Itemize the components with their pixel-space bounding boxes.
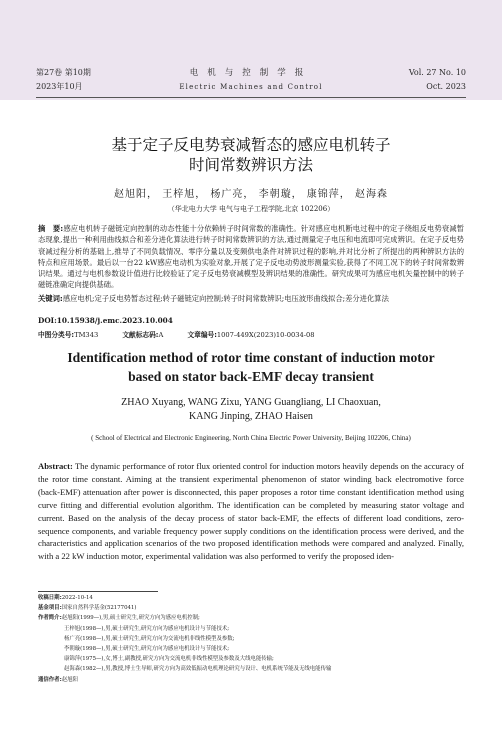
journal-header	[0, 0, 502, 100]
corresponding-line	[38, 675, 478, 685]
doc-code-value: A	[158, 331, 164, 339]
volume-en: Vol. 27 No. 10	[408, 68, 466, 77]
class-value: TM343	[74, 331, 99, 339]
title-cn-line-1: 基于定子反电势衰减暂态的感应电机转子	[111, 136, 391, 154]
authors-en	[0, 396, 502, 424]
fund-text: 国家自然科学基金(52177041)	[61, 605, 137, 612]
affiliation-en: ( School of Electrical and Electronic Engineering, North China Electric Power University, Beijing 102206, China)	[91, 434, 411, 442]
date-cn: 2023年10月	[36, 82, 83, 91]
title-en-line-2: based on stator back-EMF decay transient	[128, 369, 374, 384]
abstract-en-label: Abstract:	[38, 461, 73, 471]
keywords-cn	[38, 293, 464, 304]
bio-line: 康锦萍(1975—),女,博士,副教授,研究方向为交流电机非线性模型及参数及大线电能传输;	[64, 656, 274, 663]
doc-code-label: 文献标志码:	[122, 331, 159, 339]
abstract-cn-text: 感应电机转子磁链定向控制的动态性能十分依赖转子时间常数的准确性。针对感应电机断电过程中的定子绕组反电势衰减暂态现象,提出一种利用曲线拟合和差分进化算法进行转子时间常数辨识的方法,通过测量定子电压和电流即可完成辨识。在定子反电势衰减过程分析的基础上,推导了不同负载情况、零序分量以及变频供电条件对辨识过程的影响,并对比分析了所提出的两种辨识方法的特点和应用场景。最后以一台22 kW感应电动机为实验对象,开展了定子反电动势波形测量实验,获得了不同工况下的转子时间常数辨识结果。通过与电机参数设计值进行比较验证了定子反电势衰减模型及辨识结果的准确性。研究成果可为感应电机矢量控制中的转子磁链准确定向提供基础。	[38, 224, 464, 290]
authors-cn: 赵旭阳， 王梓旭， 杨广亮， 李朝璇， 康锦萍， 赵海森	[114, 189, 388, 200]
abstract-en	[38, 460, 464, 563]
abstract-cn-label: 摘 要:	[38, 224, 64, 233]
abstract-en-text: The dynamic performance of rotor flux oriented control for induction motors heavily depends on the accuracy of the rotor time constant. Aiming at the transient experimental phenomenon of stator winding back electromotive force (back-EMF) attenuation after power is disconnected, this paper proposes a rotor time constant identification method using curve fitting and differential evolution algorithm. The identification can be completed by measuring stator voltage and current. Based on the analysis of the decay process of stator back-EMF, the effects of different load conditions, zero-sequence components, and variable frequency power supply conditions on the identification process were derived, and the characteristics and application scenarios of the two proposed identification methods were compared and analyzed. Finally, with a 22 kW induction motor, experimental validation was also performed to verify the proposed iden-	[38, 461, 464, 562]
abstract-cn	[38, 223, 464, 291]
received-date: 2022-10-14	[61, 595, 93, 601]
footnotes	[38, 593, 478, 685]
title-en-line-1: Identification method of rotor time constant of induction motor	[67, 350, 435, 365]
header-rule	[36, 97, 466, 98]
classification-line	[38, 329, 468, 339]
doi[interactable]: DOI:10.15938/j.emc.2023.10.004	[38, 316, 173, 325]
class-label: 中图分类号:	[38, 331, 75, 339]
volume-cn: 第27卷 第10期	[36, 68, 91, 77]
bio-line: 杨广亮(1998—),男,硕士研究生,研究方向为交流电机非线性模型及参数;	[64, 635, 235, 642]
journal-name-en: Electric Machines and Control	[179, 83, 323, 91]
received-label: 收稿日期:	[38, 595, 62, 601]
article-no-label: 文章编号:	[187, 331, 217, 339]
article-no-value: 1007-449X(2023)10-0034-08	[216, 331, 315, 339]
journal-name-cn: 电机与控制学报	[189, 68, 313, 78]
affiliation-cn: （华北电力大学 电气与电子工程学院,北京 102206）	[167, 205, 335, 213]
title-cn-line-2: 时间常数辨识方法	[188, 156, 313, 174]
footnote-rule	[38, 591, 158, 592]
keywords-cn-text: 感应电机;定子反电势暂态过程;转子磁链定向控制;转子时间常数辨识;电压波形曲线拟合;差分进化算法	[62, 294, 389, 303]
header-right	[409, 66, 466, 94]
bio-line: 李朝璇(1998—),男,硕士研究生,研究方向为感应电机设计与节能技术;	[64, 646, 230, 653]
keywords-cn-label: 关键词:	[38, 294, 63, 303]
date-en: Oct. 2023	[426, 82, 466, 91]
bio-text: 赵旭阳(1999—),男,硕士研究生,研究方向为感应电机控制;	[61, 615, 200, 622]
authors-en-line-1: ZHAO Xuyang, WANG Zixu, YANG Guangliang, LI Chaoxuan,	[121, 397, 381, 408]
bio-line: 赵海森(1982—),男,教授,博士生导师,研究方向为高效低振动电机理论研究与设计、电机系统节能及无线电能传输	[64, 666, 332, 673]
bio-line	[38, 613, 478, 623]
fund-line	[38, 603, 478, 613]
fund-label: 基金项目:	[38, 605, 62, 612]
corresponding-label: 通信作者:	[38, 676, 62, 683]
paper-title-cn	[0, 135, 502, 175]
bio-line: 王梓旭(1998—),男,硕士研究生,研究方向为感应电机设计与节能技术;	[64, 625, 230, 632]
bio-label: 作者简介:	[38, 615, 62, 622]
paper-title-en	[0, 348, 502, 386]
received-line	[38, 593, 478, 603]
authors-en-line-2: KANG Jinping, ZHAO Haisen	[189, 411, 313, 422]
corresponding-author: 赵旭阳	[61, 676, 78, 683]
